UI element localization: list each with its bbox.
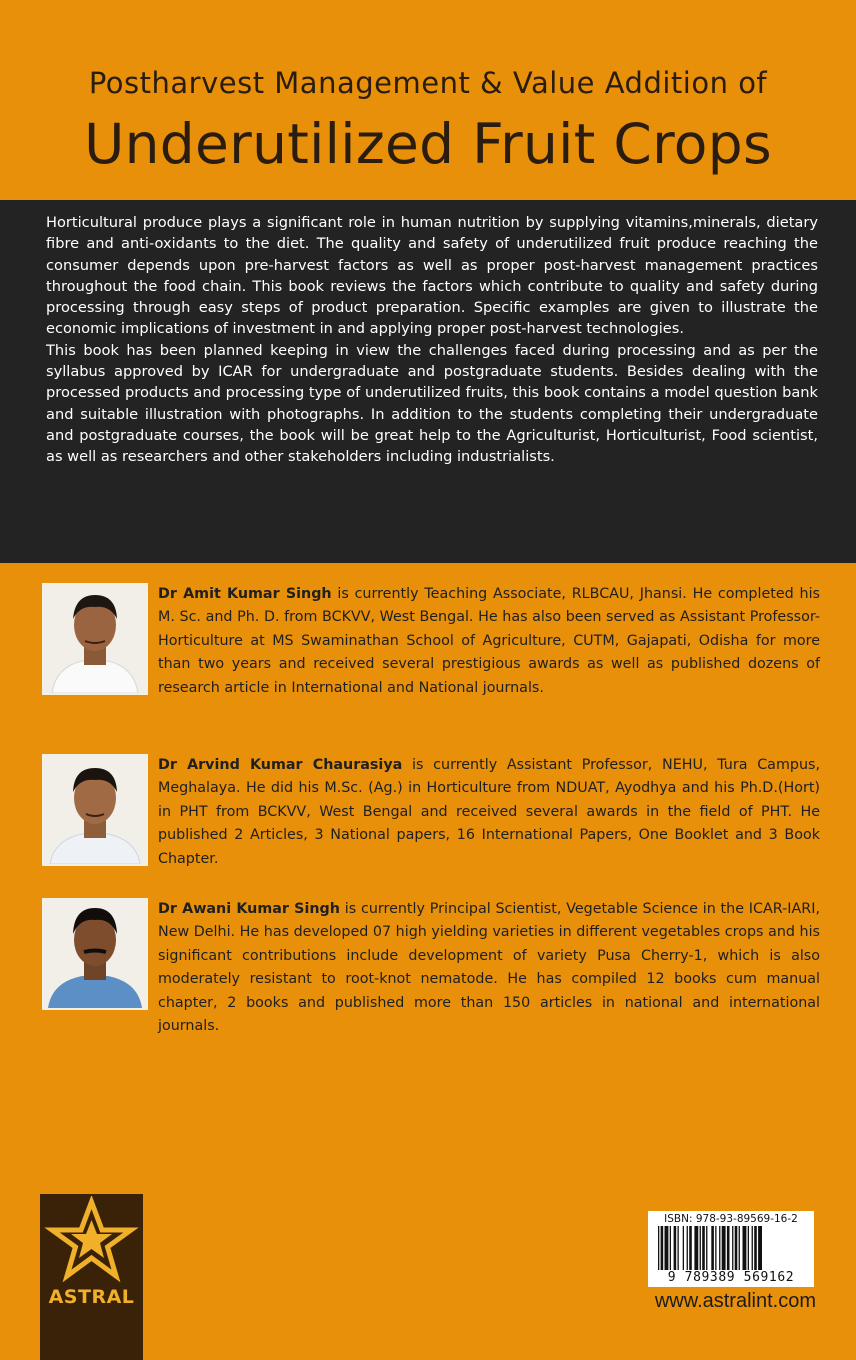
author-photo (42, 898, 148, 1010)
blurb-band (0, 200, 856, 563)
author-bio (158, 898, 820, 1038)
author-name: Dr Awani Kumar Singh (158, 901, 340, 917)
author-name: Dr Amit Kumar Singh (158, 586, 332, 602)
author-bio (158, 754, 820, 871)
author-description: is currently Teaching Associate, RLBCAU, Jhansi. He completed his M. Sc. and Ph. D. from BCKVV, West Bengal. He has also been served as Assistant Professor- Horticulture at MS Swaminathan School of Agriculture, CUTM, Gajapati, Odisha for more than two years and received several prestigious awards as well as published dozens of research article in International and National journals. (158, 586, 820, 696)
book-title-line1: Postharvest Management & Value Addition of (88, 66, 768, 100)
blurb-paragraph: Horticultural produce plays a significant role in human nutrition by supplying vitamins,minerals, dietary fibre and anti-oxidants to the diet. The quality and safety of underutilized fruit produce reaching the consumer depends upon pre-harvest factors as well as proper post-harvest management practices throughout the food chain. This book reviews the factors which contribute to quality and safety during processing through easy steps of product preparation. Specific examples are given to illustrate the economic implications of investment in and applying proper post-harvest technologies. (46, 214, 818, 338)
book-title-line2: Underutilized Fruit Crops (84, 112, 772, 176)
author-name: Dr Arvind Kumar Chaurasiya (158, 757, 403, 773)
isbn-barcode (648, 1211, 814, 1287)
publisher-logo (40, 1194, 143, 1360)
isbn-label: ISBN: 978-93-89569-16-2 (664, 1213, 798, 1225)
author-description: is currently Principal Scientist, Vegetable Science in the ICAR-IARI, New Delhi. He has developed 07 high yielding varieties in different vegetables crops and his significant contributions include development of variety Pusa Cherry-1, which is also moderately resistant to root-knot nematode. He has compiled 12 books cum manual chapter, 2 books and published more than 150 articles in national and international journals. (158, 901, 820, 1035)
author-photo (42, 754, 148, 866)
blurb-paragraph: This book has been planned keeping in view the challenges faced during processing and as per the syllabus approved by ICAR for undergraduate and postgraduate students. Besides dealing with the processed products and processing type of underutilized fruits, this book contains a model question bank and suitable illustration with photographs. In addition to the students completing their undergraduate and postgraduate courses, the book will be great help to the Agriculturist, Horticulturist, Food scientist, as well as researchers and other stakeholders including industrialists. (46, 341, 818, 466)
author-description: is currently Assistant Professor, NEHU, Tura Campus, Meghalaya. He did his M.Sc. (Ag.) in Horticulture from NDUAT, Ayodhya and his Ph.D.(Hort) in PHT from BCKVV, West Bengal and received several awards in the field of PHT. He published 2 Articles, 3 National papers, 16 International Papers, One Booklet and 3 Book Chapter. (158, 757, 820, 867)
publisher-website: www.astralint.com (654, 1290, 816, 1312)
author-photo (42, 583, 148, 695)
author-bio (158, 583, 820, 700)
star-logo-icon (40, 1196, 143, 1286)
title-block (0, 0, 856, 200)
barcode-bars (648, 1226, 814, 1270)
publisher-name: ASTRAL (48, 1286, 135, 1308)
barcode-digits: 9 789389 569162 (667, 1270, 795, 1285)
